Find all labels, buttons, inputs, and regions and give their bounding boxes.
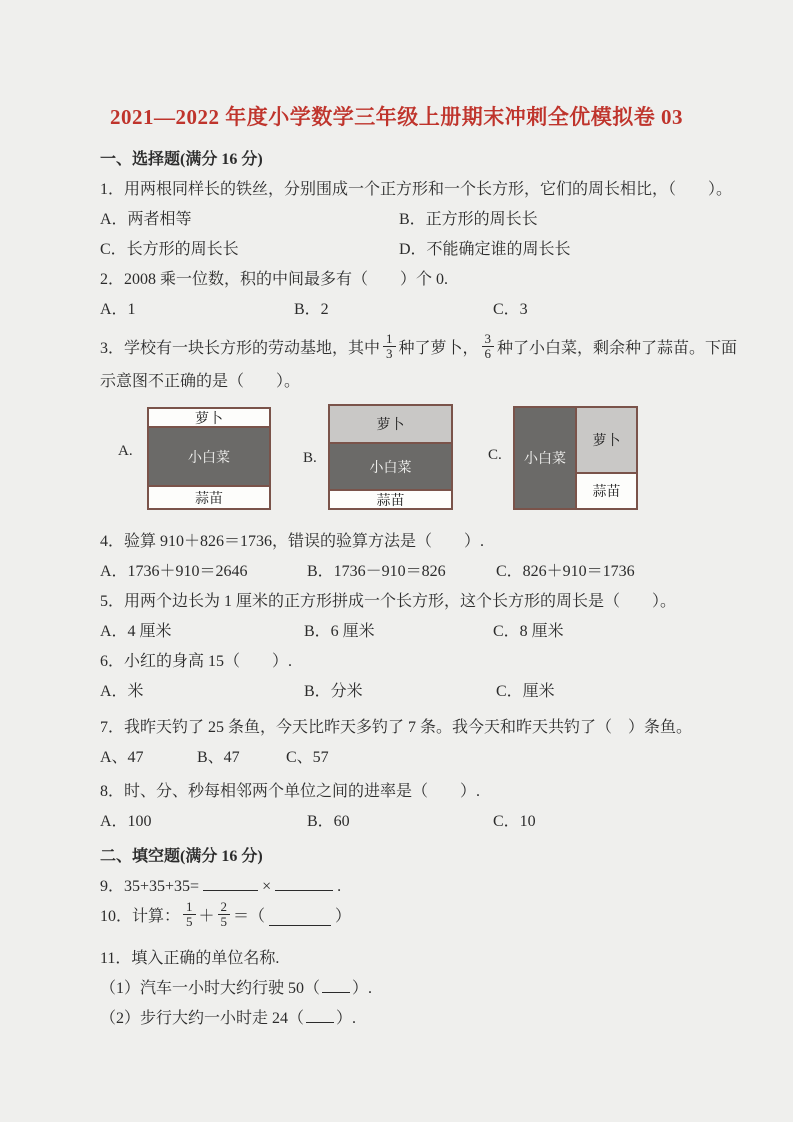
question-3-line-2: 示意图不正确的是（ ）。 xyxy=(100,373,301,390)
figure-c-right-column xyxy=(575,408,636,508)
q1-option-d: D．不能确定谁的周长长 xyxy=(399,241,571,258)
figure-a-region-luobo: 萝卜 xyxy=(149,409,269,426)
q11-sub2-blank xyxy=(306,1007,334,1023)
q8-option-a: A．100 xyxy=(100,813,152,830)
q4-option-a: A．1736＋910＝2646 xyxy=(100,563,248,580)
q11-sub1-suffix: ）. xyxy=(352,980,373,997)
figure-b-region-suanmiao: 蒜苗 xyxy=(330,491,451,508)
q1-option-a: A．两者相等 xyxy=(100,211,192,228)
q1-option-b: B．正方形的周长长 xyxy=(399,211,538,228)
q7-option-c: C、57 xyxy=(286,749,329,766)
figure-a-region-xiaobaicai: 小白菜 xyxy=(149,426,269,487)
q11-sub2-prefix: （2）步行大约一小时走 24（ xyxy=(100,1010,305,1027)
q9-blank-2 xyxy=(275,875,333,891)
q3-fraction-2-denominator: 6 xyxy=(484,345,492,361)
question-10 xyxy=(100,893,723,935)
q3-fraction-2-numerator: 3 xyxy=(482,332,495,347)
q10-fraction-2 xyxy=(218,900,231,929)
q9-multiply-sign: × xyxy=(262,878,272,895)
q6-option-a: A．米 xyxy=(100,683,144,700)
question-7-text: 7．我昨天钓了 25 条鱼，今天比昨天多钓了 7 条。我今天和昨天共钓了（ ）条鱼。 xyxy=(100,719,693,736)
question-4-text: 4．验算 910＋826＝1736，错误的验算方法是（ ）. xyxy=(100,533,485,550)
q10-fraction-1-denominator: 5 xyxy=(186,913,193,929)
q4-options-row xyxy=(100,557,723,587)
q8-option-b: B．60 xyxy=(307,813,350,830)
q3-fraction-1-denominator: 3 xyxy=(386,345,393,361)
q10-answer-blank xyxy=(269,910,331,926)
q11-sub1-prefix: （1）汽车一小时大约行驶 50（ xyxy=(100,980,321,997)
question-5-text: 5．用两个边长为 1 厘米的正方形拼成一个长方形，这个长方形的周长是（ ）。 xyxy=(100,593,677,610)
page-title: 2021—2022 年度小学数学三年级上册期末冲刺全优模拟卷 03 xyxy=(110,105,683,129)
q1-options-row-2 xyxy=(100,235,723,265)
q9-period: . xyxy=(337,878,342,895)
q10-fraction-2-numerator: 2 xyxy=(218,900,231,915)
q2-option-a: A．1 xyxy=(100,301,136,318)
figure-c-region-suanmiao: 蒜苗 xyxy=(577,472,636,508)
q6-option-c: C．厘米 xyxy=(496,683,555,700)
question-2-text: 2．2008 乘一位数，积的中间最多有（ ）个 0. xyxy=(100,271,449,288)
question-8-text: 8．时、分、秒每相邻两个单位之间的进率是（ ）. xyxy=(100,783,481,800)
figure-a-label: A. xyxy=(118,443,133,459)
q5-options-row xyxy=(100,617,723,647)
q5-option-c: C．8 厘米 xyxy=(493,623,564,640)
q6-option-b: B．分米 xyxy=(304,683,363,700)
q4-option-b: B．1736－910＝826 xyxy=(307,563,446,580)
q3-fraction-2 xyxy=(482,332,495,361)
q9-blank-1 xyxy=(203,875,258,891)
figure-c-label: C. xyxy=(488,447,502,463)
q2-option-c: C．3 xyxy=(493,301,528,318)
q3-text-part-2: 种了萝卜， xyxy=(398,339,479,357)
figure-b-label: B. xyxy=(303,450,317,466)
question-3-line-1 xyxy=(100,325,738,367)
q10-fraction-1 xyxy=(183,900,196,929)
q7-option-a: A、47 xyxy=(100,749,144,766)
figure-a-region-suanmiao: 蒜苗 xyxy=(149,487,269,508)
q10-plus-sign: ＋ xyxy=(198,907,215,925)
figure-c-region-luobo: 萝卜 xyxy=(577,408,636,472)
paper-body xyxy=(0,134,793,1034)
question-1-text: 1．用两根同样长的铁丝，分别围成一个正方形和一个长方形，它们的周长相比，（ ）。 xyxy=(100,181,733,198)
q10-prefix: 10．计算： xyxy=(100,907,181,925)
q1-option-c: C．长方形的周长长 xyxy=(100,241,239,258)
q5-option-a: A．4 厘米 xyxy=(100,623,172,640)
q2-option-b: B．2 xyxy=(294,301,329,318)
q7-option-b: B、47 xyxy=(197,749,240,766)
q10-fraction-2-denominator: 5 xyxy=(220,913,228,929)
q11-sub2-suffix: ）. xyxy=(336,1010,357,1027)
q3-text-part-1: 3．学校有一块长方形的劳动基地，其中 xyxy=(100,339,381,357)
q3-text-part-3: 种了小白菜，剩余种了蒜苗。下面 xyxy=(497,339,738,357)
q1-options-row-1 xyxy=(100,205,723,235)
figure-c-region-xiaobaicai: 小白菜 xyxy=(515,408,575,508)
q3-fraction-1 xyxy=(383,332,396,361)
section-fill-heading: 二、填空题(满分 16 分) xyxy=(100,848,263,865)
figure-b-region-xiaobaicai: 小白菜 xyxy=(330,442,451,491)
q3-fraction-1-numerator: 1 xyxy=(383,332,396,347)
q8-options-row xyxy=(100,807,723,837)
q8-option-c: C．10 xyxy=(493,813,536,830)
q10-equals-open-paren: ＝（ xyxy=(233,907,266,925)
q11-sub1-blank xyxy=(322,977,350,993)
question-6-text: 6．小红的身高 15（ ）. xyxy=(100,653,293,670)
q10-close-paren: ） xyxy=(335,907,352,925)
q3-figures-row xyxy=(100,397,723,517)
figure-c-diagram xyxy=(513,406,638,510)
q4-option-c: C．826＋910＝1736 xyxy=(496,563,635,580)
q5-option-b: B．6 厘米 xyxy=(304,623,375,640)
q2-options-row xyxy=(100,295,723,325)
question-11-text: 11．填入正确的单位名称. xyxy=(100,950,280,967)
q6-options-row xyxy=(100,677,723,707)
q11-sub-2 xyxy=(100,1004,723,1034)
figure-b-region-luobo: 萝卜 xyxy=(330,406,451,442)
q11-sub-1 xyxy=(100,974,723,1004)
q9-expression: 9．35+35+35= xyxy=(100,878,200,895)
q10-fraction-1-numerator: 1 xyxy=(183,900,196,915)
figure-b-diagram xyxy=(328,404,453,510)
q7-options-row xyxy=(100,743,723,773)
section-choice-heading: 一、选择题(满分 16 分) xyxy=(100,151,263,168)
figure-a-diagram xyxy=(147,407,271,510)
